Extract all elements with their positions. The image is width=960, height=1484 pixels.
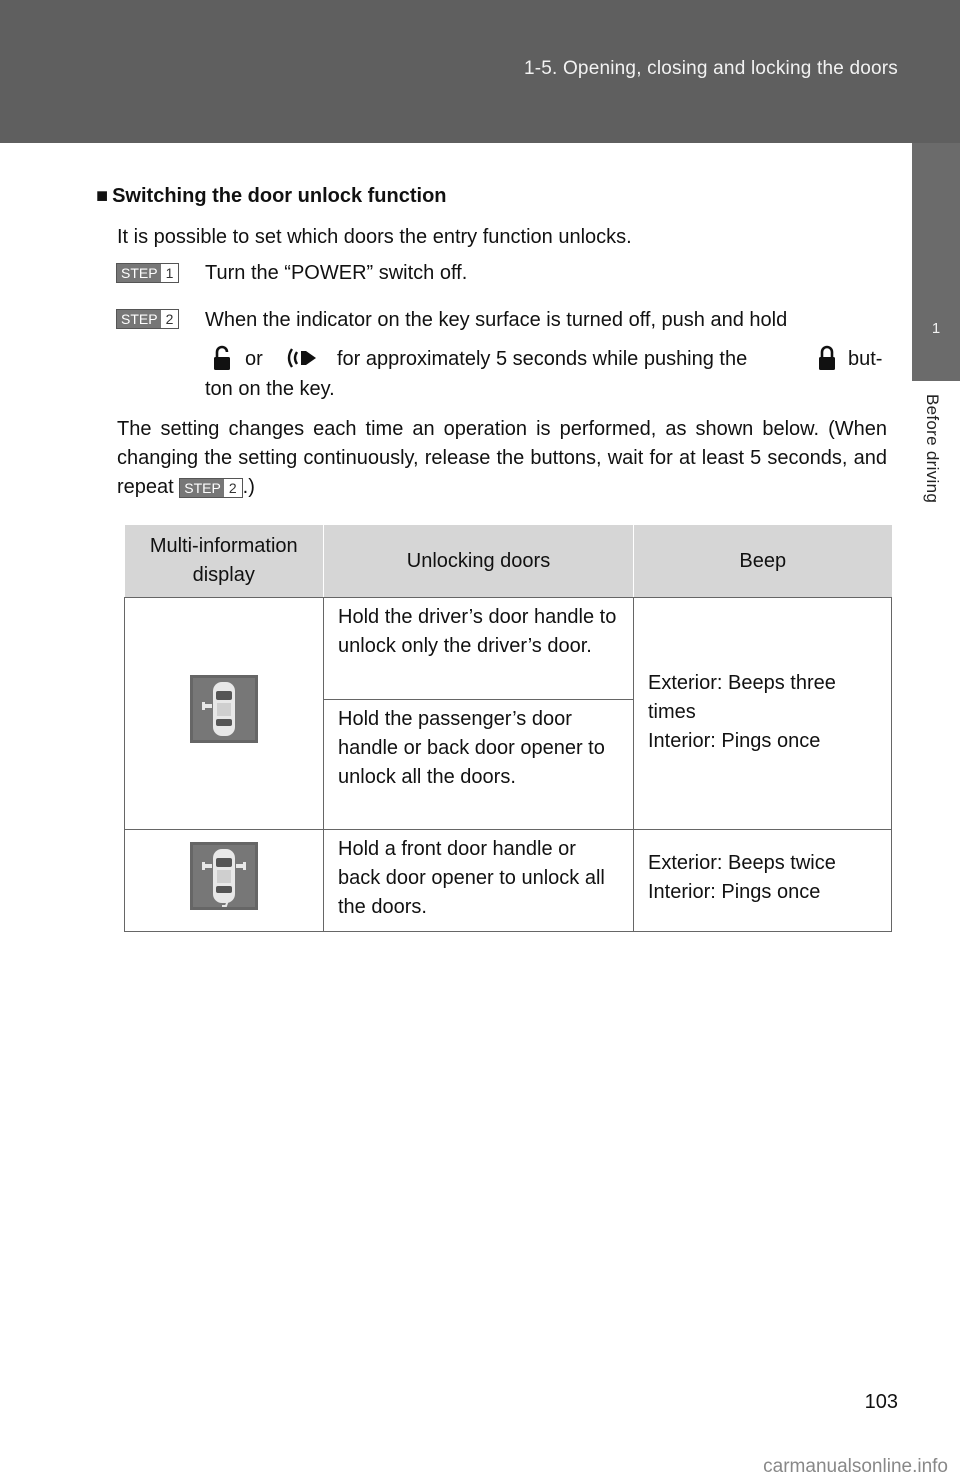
beep-2-exterior: Exterior: Beeps twice — [648, 852, 836, 874]
step-2-num: 2 — [165, 311, 174, 327]
note-text-b: .) — [242, 476, 255, 498]
step-2-text-b: for approximately 5 seconds while pushing the — [337, 348, 748, 370]
step-1-num: 1 — [165, 265, 174, 281]
step-2-text-a: When the indicator on the key surface is turned off, push and hold — [205, 309, 788, 331]
beep-2-interior: Interior: Pings once — [648, 881, 821, 903]
intro-text: It is possible to set which doors the entry function unlocks. — [117, 226, 632, 248]
step-2-or: or — [245, 348, 263, 370]
section-title — [96, 185, 447, 208]
unlocking-cell-1a: Hold the driver’s door handle to unlock only the driver’s door. — [324, 598, 634, 700]
unlocking-cell-1b: Hold the passenger’s door handle or back door opener to unlock all the doors. — [324, 700, 634, 830]
note-text-a: The setting changes each time an operation is performed, as shown below. (When changing the setting continuously, release the buttons, wait for at least 5 seconds, and repeat — [117, 418, 887, 498]
table-row — [125, 830, 892, 932]
table-row — [125, 598, 892, 700]
unlocking-cell-2: Hold a front door handle or back door opener to unlock all the doors. — [324, 830, 634, 932]
wireless-icon — [285, 345, 319, 376]
beep-1-exterior: Exterior: Beeps three times — [648, 671, 836, 723]
header-beep: Beep — [634, 525, 892, 598]
step-1-badge — [116, 263, 179, 283]
display-cell-1 — [125, 598, 324, 830]
step-2-badge — [116, 309, 179, 329]
note-step-num: 2 — [228, 479, 237, 496]
display-cell-2 — [125, 830, 324, 932]
side-tab-number: 1 — [931, 320, 941, 337]
header-display: Multi-information display — [125, 525, 324, 598]
beep-1-interior: Interior: Pings once — [648, 729, 821, 752]
note-paragraph — [117, 415, 887, 502]
car-display-driver-icon — [190, 675, 258, 743]
step-2-word: STEP — [117, 310, 161, 328]
note-step-word: STEP — [180, 479, 224, 497]
header-title: 1-5. Opening, closing and locking the doors — [523, 58, 898, 79]
section-marker: ■ — [96, 185, 109, 207]
car-display-all-icon — [190, 842, 258, 910]
beep-cell-2 — [634, 830, 892, 932]
unlock-icon — [212, 345, 232, 376]
step-1-word: STEP — [117, 264, 161, 282]
settings-table — [124, 525, 892, 932]
step-1-text: Turn the “POWER” switch off. — [205, 262, 468, 284]
step-2-text-d: ton on the key. — [205, 378, 335, 400]
header-unlocking: Unlocking doors — [324, 525, 634, 598]
page-header — [0, 0, 960, 143]
watermark: carmanualsonline.info — [763, 1456, 948, 1477]
beep-cell-1 — [634, 598, 892, 830]
section-title-text: Switching the door unlock function — [112, 185, 447, 207]
side-label: Before driving — [923, 394, 942, 504]
lock-icon — [817, 345, 837, 376]
step-2-text-c: but- — [848, 348, 883, 370]
page-number: 103 — [864, 1391, 898, 1413]
table-header-row — [125, 525, 892, 598]
side-tab — [912, 143, 960, 381]
note-step-badge — [179, 478, 242, 498]
